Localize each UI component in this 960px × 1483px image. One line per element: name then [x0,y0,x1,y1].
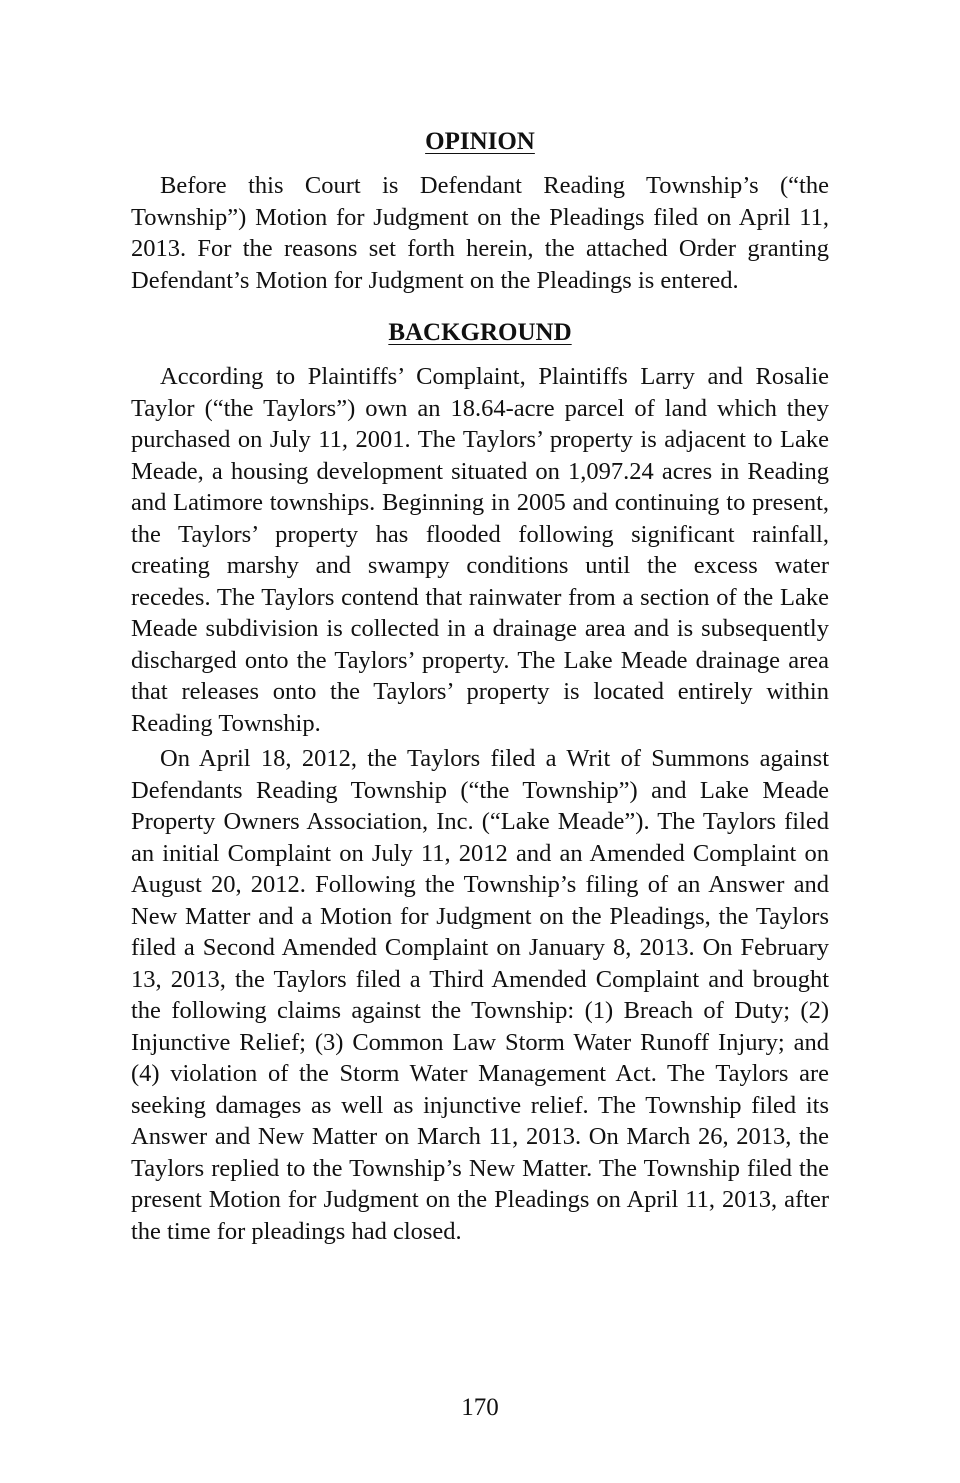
page-number: 170 [461,1394,499,1421]
background-paragraph-1: According to Plaintiffs’ Complaint, Plaintiffs Larry and Rosalie Taylor (“the Taylors”) own an 18.64-acre parcel of land which they purchased on July 11, 2001. The Taylors’ property is adjacent to Lake Meade, a housing development situated on 1,097.24 acres in Reading and Latimore townships. Beginning in 2005 and continuing to present, the Taylors’ property has flooded following significant rainfall, creating marshy and swampy conditions until the excess water recedes. The Taylors contend that rainwater from a section of the Lake Meade subdivision is collected in a drainage area and is subsequently discharged onto the Taylors’ property. The Lake Meade drainage area that releases onto the Taylors’ property is located entirely within Reading Township. [131,363,829,737]
background-heading: BACKGROUND [388,319,572,346]
page-content [131,126,829,1251]
opinion-paragraph: Before this Court is Defendant Reading Township’s (“the Township”) Motion for Judgment on the Pleadings filed on April 11, 2013. For the reasons set forth herein, the attached Order granting Defendant’s Motion for Judgment on the Pleadings is entered. [131,172,829,294]
background-paragraph-2: On April 18, 2012, the Taylors filed a Writ of Summons against Defendants Reading Township (“the Township”) and Lake Meade Property Owners Association, Inc. (“Lake Meade”). The Taylors filed an initial Complaint on July 11, 2012 and an Amended Complaint on August 20, 2012. Following the Township’s filing of an Answer and New Matter and a Motion for Judgment on the Pleadings, the Taylors filed a Second Amended Complaint on January 8, 2013. On February 13, 2013, the Taylors filed a Third Amended Complaint and brought the following claims against the Township: (1) Breach of Duty; (2) Injunctive Relief; (3) Common Law Storm Water Runoff Injury; and (4) violation of the Storm Water Management Act. The Taylors are seeking damages as well as injunctive relief. The Township filed its Answer and New Matter on March 11, 2013. On March 26, 2013, the Taylors replied to the Township’s New Matter. The Township filed the present Motion for Judgment on the Pleadings on April 11, 2013, after the time for pleadings had closed. [131,745,829,1245]
opinion-heading: OPINION [425,128,535,155]
